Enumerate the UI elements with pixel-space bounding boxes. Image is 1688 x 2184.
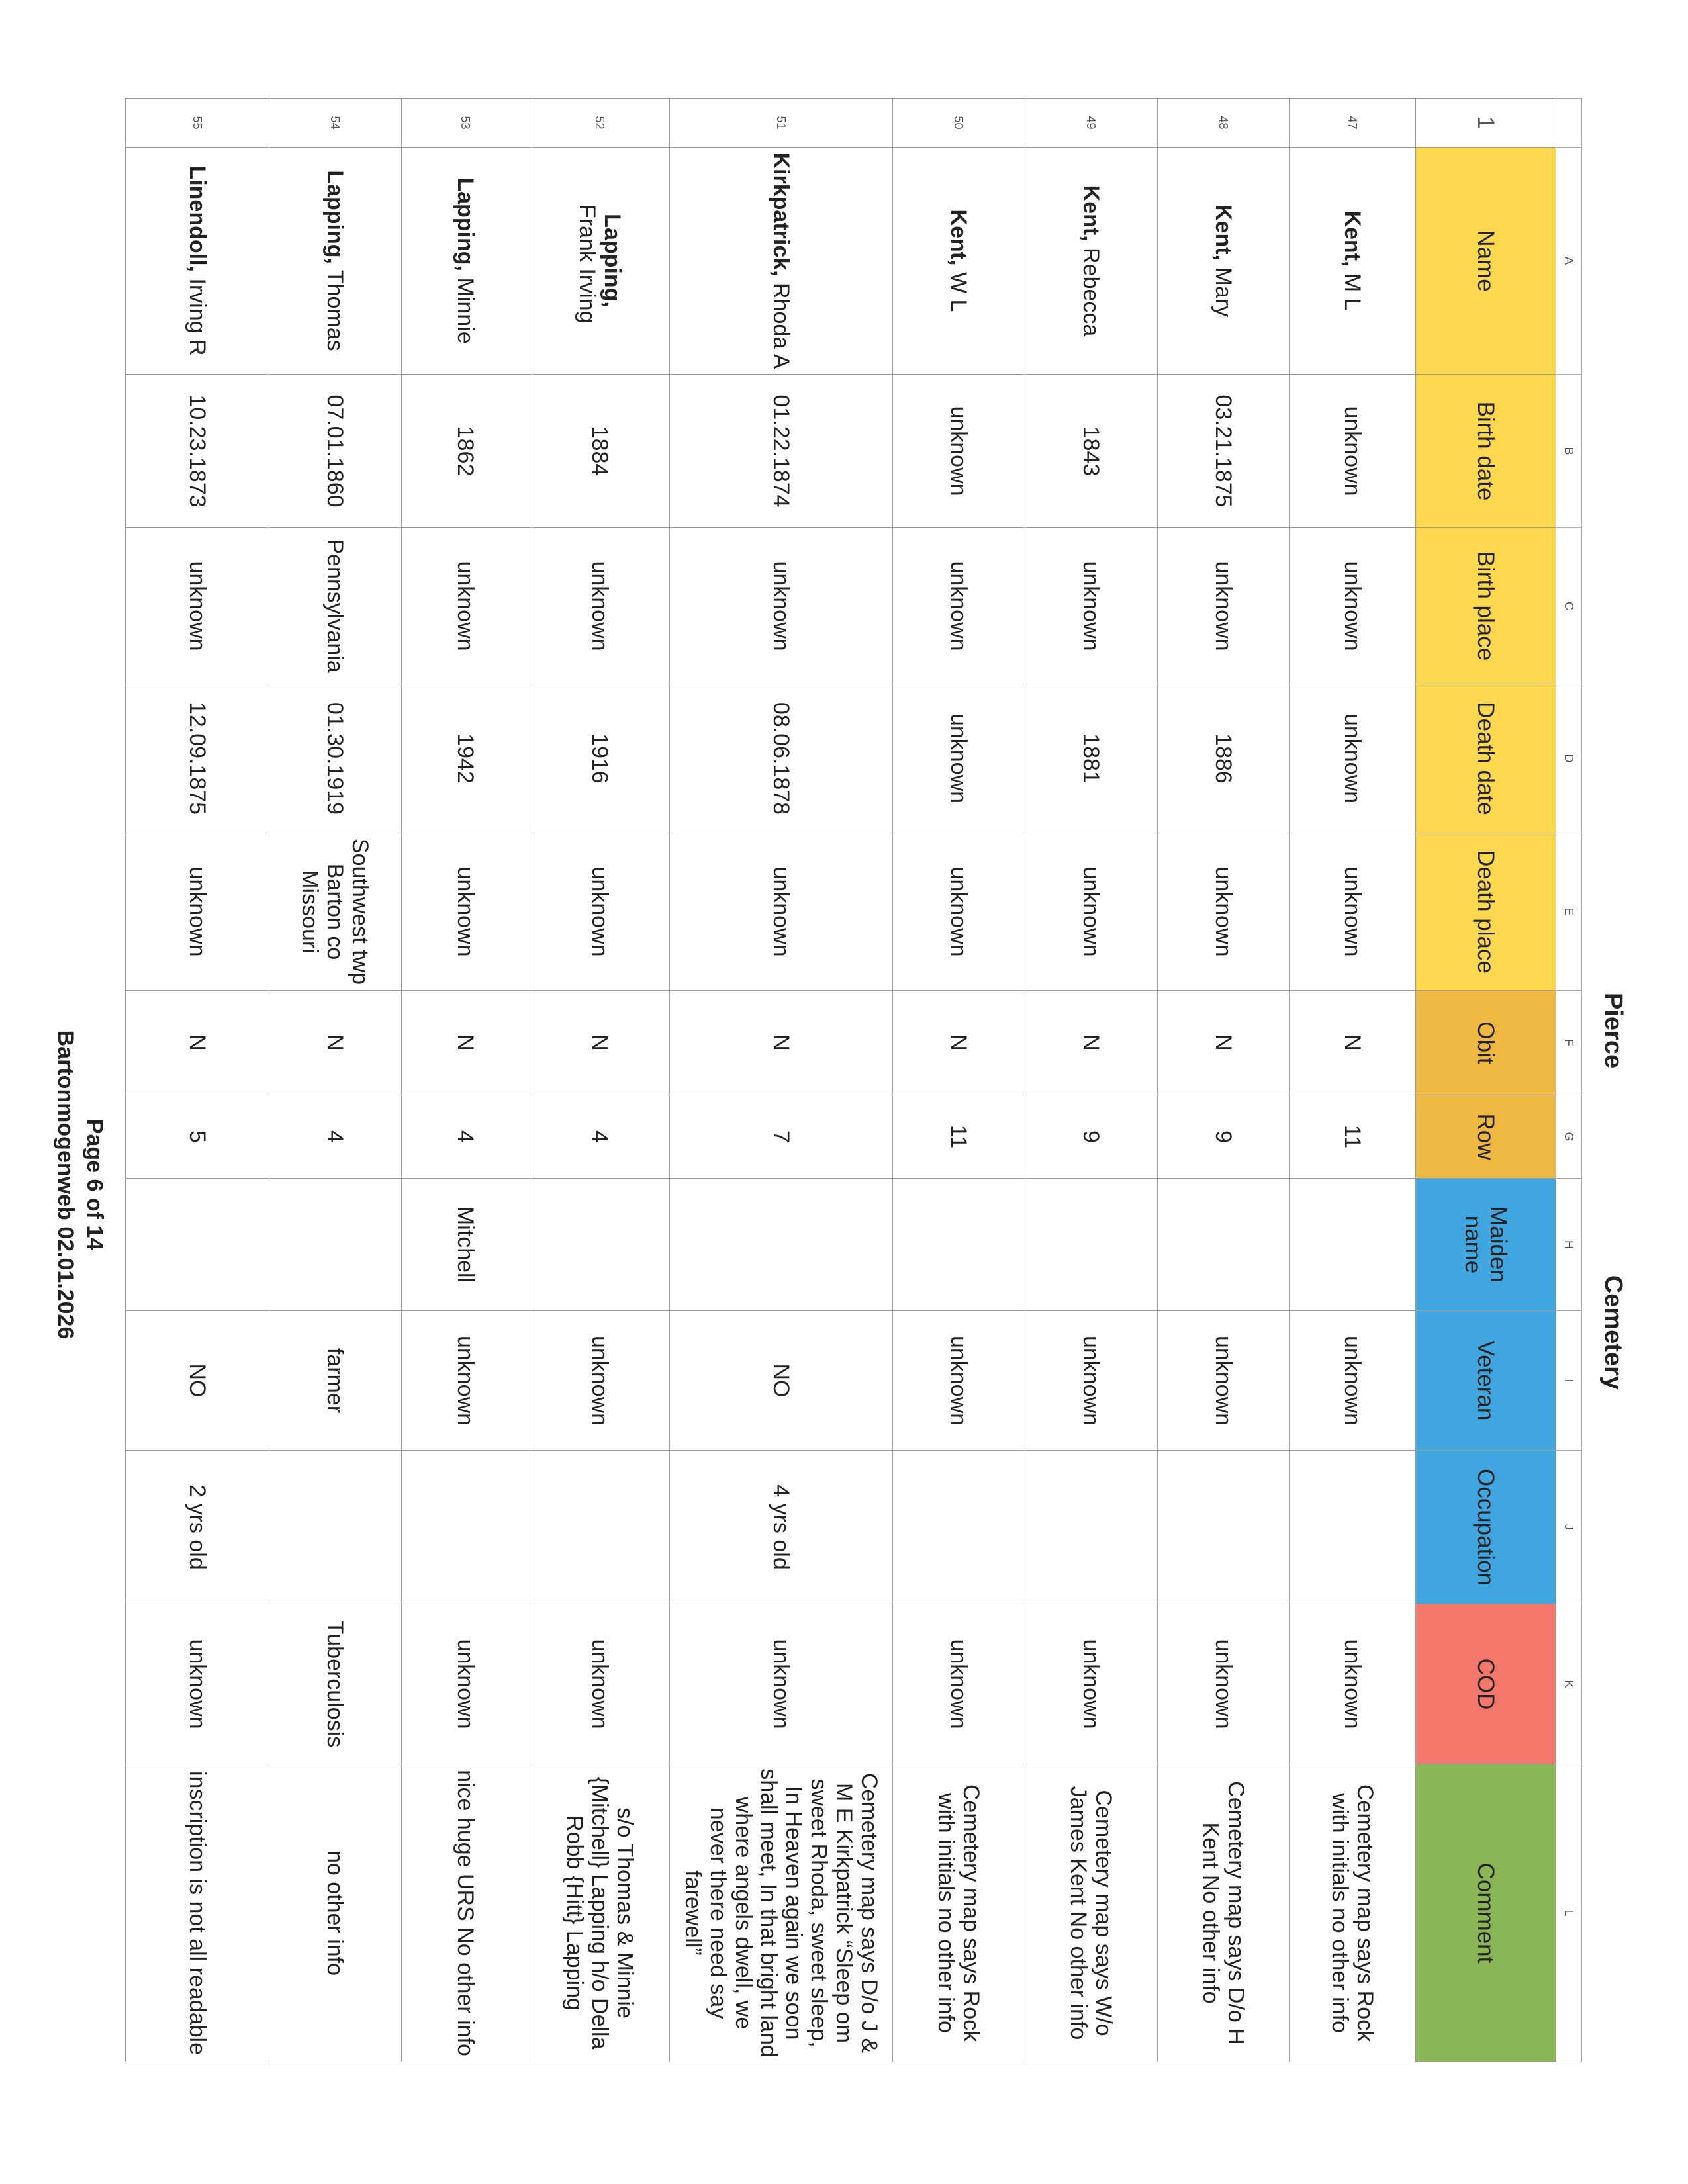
veteran-cell: NO xyxy=(126,1311,269,1451)
row-cell: 9 xyxy=(1158,1095,1290,1179)
death-date-cell: unknown xyxy=(893,684,1025,833)
occupation-cell xyxy=(269,1451,402,1604)
page-footer xyxy=(51,986,109,1383)
birth-date-cell: 1843 xyxy=(1025,375,1158,528)
column-letter: L xyxy=(1556,1764,1582,2062)
death-date-cell: 01.30.1919 xyxy=(269,684,402,833)
birth-date-cell: 10.23.1873 xyxy=(126,375,269,528)
death-place-cell: unknown xyxy=(893,833,1025,991)
death-place-cell: Southwest twp Barton co Missouri xyxy=(269,833,402,991)
given-name: Irving R xyxy=(185,271,210,356)
header-row xyxy=(1416,99,1556,2062)
table-row xyxy=(269,99,402,2062)
column-header: Row xyxy=(1416,1095,1556,1179)
comment-cell: Cemetery map says Rock with initials no other info xyxy=(1290,1764,1416,2062)
comment-cell: Cemetery map says D/o H Kent No other info xyxy=(1158,1764,1290,2062)
occupation-cell xyxy=(1025,1451,1158,1604)
occupation-cell: 4 yrs old xyxy=(670,1451,893,1604)
row-cell: 4 xyxy=(530,1095,670,1179)
death-date-cell: unknown xyxy=(1290,684,1416,833)
veteran-cell: farmer xyxy=(269,1311,402,1451)
column-letter: K xyxy=(1556,1604,1582,1764)
column-header: Death place xyxy=(1416,833,1556,991)
cod-cell: unknown xyxy=(126,1604,269,1764)
birth-place-cell: unknown xyxy=(126,528,269,684)
maiden-cell xyxy=(530,1179,670,1311)
row-cell: 4 xyxy=(402,1095,530,1179)
birth-place-cell: unknown xyxy=(402,528,530,684)
birth-place-cell: unknown xyxy=(670,528,893,684)
birth-date-cell: unknown xyxy=(1290,375,1416,528)
row-number: 1 xyxy=(1416,99,1556,148)
name-cell xyxy=(126,148,269,375)
row-number: 50 xyxy=(893,99,1025,148)
table-row xyxy=(126,99,269,2062)
maiden-cell xyxy=(269,1179,402,1311)
birth-place-cell: unknown xyxy=(1158,528,1290,684)
row-number: 52 xyxy=(530,99,670,148)
death-place-cell: unknown xyxy=(402,833,530,991)
maiden-cell xyxy=(893,1179,1025,1311)
row-cell: 4 xyxy=(269,1095,402,1179)
column-letter: B xyxy=(1556,375,1582,528)
column-letter: D xyxy=(1556,684,1582,833)
source-date: Bartonmogenweb 02.01.2026 xyxy=(53,1030,78,1340)
surname: Kent, xyxy=(1340,210,1366,267)
column-letters-row xyxy=(1556,99,1582,2062)
row-number: 55 xyxy=(126,99,269,148)
comment-cell: no other info xyxy=(269,1764,402,2062)
name-cell xyxy=(670,148,893,375)
name-cell xyxy=(530,148,670,375)
name-cell xyxy=(1158,148,1290,375)
birth-date-cell: 03.21.1875 xyxy=(1158,375,1290,528)
obit-cell: N xyxy=(1158,991,1290,1095)
birth-date-cell: 1862 xyxy=(402,375,530,528)
page-number: Page 6 of 14 xyxy=(82,1118,107,1251)
column-header: Occupation xyxy=(1416,1451,1556,1604)
given-name: W L xyxy=(946,265,972,312)
surname: Lapping, xyxy=(600,214,625,308)
obit-cell: N xyxy=(126,991,269,1095)
row-number: 53 xyxy=(402,99,530,148)
title-word: Pierce xyxy=(1599,993,1627,1069)
given-name: Rhoda A xyxy=(769,276,794,369)
obit-cell: N xyxy=(670,991,893,1095)
cod-cell: unknown xyxy=(893,1604,1025,1764)
birth-place-cell: unknown xyxy=(1290,528,1416,684)
death-place-cell: unknown xyxy=(1290,833,1416,991)
birth-date-cell: 01.22.1874 xyxy=(670,375,893,528)
death-date-cell: 12.09.1875 xyxy=(126,684,269,833)
column-header: Birth place xyxy=(1416,528,1556,684)
birth-place-cell: unknown xyxy=(1025,528,1158,684)
death-date-cell: 1886 xyxy=(1158,684,1290,833)
column-letter: J xyxy=(1556,1451,1582,1604)
cod-cell: Tuberculosis xyxy=(269,1604,402,1764)
surname: Lapping, xyxy=(322,170,348,264)
death-date-cell: 1916 xyxy=(530,684,670,833)
table-row xyxy=(402,99,530,2062)
cod-cell: unknown xyxy=(402,1604,530,1764)
maiden-cell xyxy=(126,1179,269,1311)
veteran-cell: unknown xyxy=(402,1311,530,1451)
row-cell: 9 xyxy=(1025,1095,1158,1179)
surname: Linendoll, xyxy=(185,165,210,272)
table-row xyxy=(1025,99,1158,2062)
death-place-cell: unknown xyxy=(670,833,893,991)
comment-cell: Cemetery map says W/o James Kent No other info xyxy=(1025,1764,1158,2062)
veteran-cell: unknown xyxy=(893,1311,1025,1451)
cod-cell: unknown xyxy=(1290,1604,1416,1764)
surname: Kirkpatrick, xyxy=(769,152,794,277)
birth-date-cell: unknown xyxy=(893,375,1025,528)
maiden-cell xyxy=(1025,1179,1158,1311)
column-letter: A xyxy=(1556,148,1582,375)
column-letter xyxy=(1556,99,1582,148)
table-row xyxy=(893,99,1025,2062)
surname: Kent, xyxy=(946,209,972,266)
column-header: Name xyxy=(1416,148,1556,375)
veteran-cell: NO xyxy=(670,1311,893,1451)
table-row xyxy=(530,99,670,2062)
occupation-cell: 2 yrs old xyxy=(126,1451,269,1604)
row-number: 49 xyxy=(1025,99,1158,148)
row-cell: 11 xyxy=(1290,1095,1416,1179)
given-name: Rebecca xyxy=(1078,241,1104,337)
obit-cell: N xyxy=(530,991,670,1095)
given-name: Mary xyxy=(1211,261,1237,317)
title-word: Cemetery xyxy=(1599,1275,1627,1390)
obit-cell: N xyxy=(893,991,1025,1095)
given-name: M L xyxy=(1340,267,1366,311)
surname: Kent, xyxy=(1078,185,1104,242)
column-header: Birth date xyxy=(1416,375,1556,528)
veteran-cell: unknown xyxy=(1025,1311,1158,1451)
column-header: Veteran xyxy=(1416,1311,1556,1451)
maiden-cell: Mitchell xyxy=(402,1179,530,1311)
veteran-cell: unknown xyxy=(1290,1311,1416,1451)
death-place-cell: unknown xyxy=(126,833,269,991)
obit-cell: N xyxy=(402,991,530,1095)
birth-place-cell: unknown xyxy=(893,528,1025,684)
comment-cell: nice huge URS No other info xyxy=(402,1764,530,2062)
comment-cell: s/o Thomas & Minnie {Mitchell} Lapping h/o Della Robb {Hitt} Lapping xyxy=(530,1764,670,2062)
obit-cell: N xyxy=(269,991,402,1095)
occupation-cell xyxy=(1290,1451,1416,1604)
column-letter: H xyxy=(1556,1179,1582,1311)
given-name: Frank Irving xyxy=(575,198,600,324)
veteran-cell: unknown xyxy=(530,1311,670,1451)
comment-cell: inscription is not all readable xyxy=(126,1764,269,2062)
death-date-cell: 08.06.1878 xyxy=(670,684,893,833)
death-date-cell: 1942 xyxy=(402,684,530,833)
comment-cell: Cemetery map says Rock with initials no other info xyxy=(893,1764,1025,2062)
column-letter: C xyxy=(1556,528,1582,684)
row-number: 51 xyxy=(670,99,893,148)
column-letter: I xyxy=(1556,1311,1582,1451)
row-cell: 11 xyxy=(893,1095,1025,1179)
cod-cell: unknown xyxy=(530,1604,670,1764)
birth-place-cell: unknown xyxy=(530,528,670,684)
name-cell xyxy=(1025,148,1158,375)
obit-cell: N xyxy=(1290,991,1416,1095)
column-letter: G xyxy=(1556,1095,1582,1179)
cemetery-table xyxy=(125,98,1582,2062)
page-title xyxy=(1599,993,1627,1390)
given-name: Thomas xyxy=(322,264,348,351)
row-cell: 5 xyxy=(126,1095,269,1179)
name-cell xyxy=(893,148,1025,375)
cod-cell: unknown xyxy=(1158,1604,1290,1764)
column-header: Obit xyxy=(1416,991,1556,1095)
death-place-cell: unknown xyxy=(1025,833,1158,991)
name-cell xyxy=(402,148,530,375)
occupation-cell xyxy=(402,1451,530,1604)
occupation-cell xyxy=(1158,1451,1290,1604)
given-name: Minnie xyxy=(453,271,479,344)
column-header: COD xyxy=(1416,1604,1556,1764)
column-header: Comment xyxy=(1416,1764,1556,2062)
name-cell xyxy=(269,148,402,375)
table-row xyxy=(1158,99,1290,2062)
row-number: 48 xyxy=(1158,99,1290,148)
maiden-cell xyxy=(1290,1179,1416,1311)
cod-cell: unknown xyxy=(670,1604,893,1764)
veteran-cell: unknown xyxy=(1158,1311,1290,1451)
table-row xyxy=(670,99,893,2062)
birth-date-cell: 07.01.1860 xyxy=(269,375,402,528)
row-cell: 7 xyxy=(670,1095,893,1179)
death-place-cell: unknown xyxy=(1158,833,1290,991)
occupation-cell xyxy=(530,1451,670,1604)
comment-cell: Cemetery map says D/o J & M E Kirkpatrick “Sleep om sweet Rhoda, sweet sleep, In Heaven again we soon shall meet, In that bright land where angels dwell, we never there need say farewell” xyxy=(670,1764,893,2062)
birth-date-cell: 1884 xyxy=(530,375,670,528)
column-letter: E xyxy=(1556,833,1582,991)
column-header: Death date xyxy=(1416,684,1556,833)
birth-place-cell: Pennsylvania xyxy=(269,528,402,684)
occupation-cell xyxy=(893,1451,1025,1604)
surname: Kent, xyxy=(1211,205,1237,261)
row-number: 47 xyxy=(1290,99,1416,148)
surname: Lapping, xyxy=(453,177,479,272)
name-cell xyxy=(1290,148,1416,375)
obit-cell: N xyxy=(1025,991,1158,1095)
maiden-cell xyxy=(1158,1179,1290,1311)
death-date-cell: 1881 xyxy=(1025,684,1158,833)
column-letter: F xyxy=(1556,991,1582,1095)
cod-cell: unknown xyxy=(1025,1604,1158,1764)
table-row xyxy=(1290,99,1416,2062)
column-header: Maiden name xyxy=(1416,1179,1556,1311)
death-place-cell: unknown xyxy=(530,833,670,991)
row-number: 54 xyxy=(269,99,402,148)
maiden-cell xyxy=(670,1179,893,1311)
